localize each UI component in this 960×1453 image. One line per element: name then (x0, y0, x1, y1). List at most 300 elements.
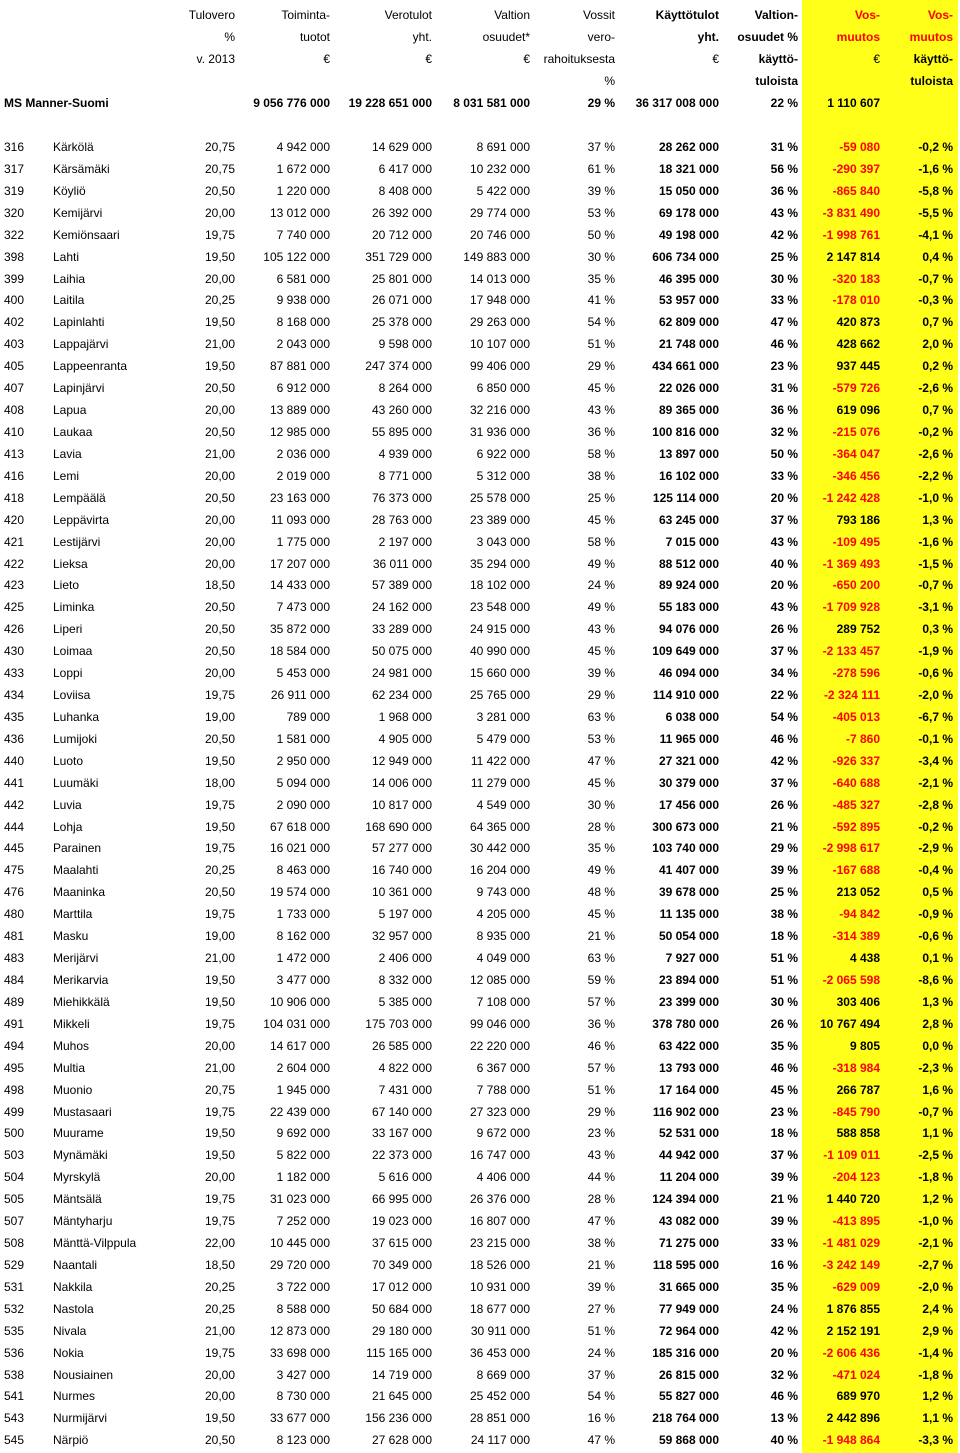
cell-verotulot: 57 389 000 (371, 578, 432, 593)
cell-name: Mynämäki (53, 1148, 108, 1163)
header-line-1 (0, 4, 960, 26)
cell-valtionpct: 32 % (770, 425, 798, 439)
cell-vossit: 45 % (587, 775, 615, 790)
cell-code: 433 (4, 666, 25, 681)
cell-valtionpct: 51 % (770, 951, 798, 965)
cell-vospct: -2,6 % (918, 381, 953, 396)
cell-verotulot: 17 012 000 (371, 1279, 432, 1294)
col-header-text: tuloista (910, 74, 953, 88)
cell-vosmuutos: -346 456 (832, 468, 880, 483)
cell-vospct: -3,4 % (918, 753, 953, 768)
cell-vosmuutos: -1 242 428 (822, 490, 880, 505)
cell-code: 416 (4, 468, 25, 483)
cell-tulovero: 20,50 (204, 490, 235, 505)
cell-vosmuutos: 213 052 (836, 885, 880, 900)
cell-name: Lestijärvi (53, 534, 101, 549)
cell-vospct: 0,2 % (922, 359, 953, 374)
cell-kaytto: 116 902 000 (652, 1104, 719, 1119)
cell-kaytto: 89 924 000 (658, 578, 719, 593)
header-line-2 (0, 26, 960, 48)
cell-vospct: -0,9 % (918, 907, 953, 922)
cell-toiminta: 13 012 000 (269, 205, 330, 220)
cell-valtionpct: 21 % (770, 819, 798, 834)
cell-vospct: -1,5 % (918, 556, 953, 571)
cell-vosmuutos: -2 998 617 (822, 841, 880, 856)
cell-valtionpct: 46 % (770, 1389, 798, 1404)
cell-vosmuutos: -2 065 598 (822, 973, 880, 987)
cell-vosmuutos: -215 076 (832, 425, 880, 439)
cell-vosmuutos: -278 596 (832, 666, 880, 681)
cell-toiminta: 31 023 000 (269, 1192, 330, 1207)
cell-kaytto: 72 964 000 (658, 1323, 719, 1338)
cell-code: 535 (4, 1323, 25, 1338)
cell-vospct: -1,6 % (918, 161, 953, 176)
cell-kaytto: 23 894 000 (658, 973, 719, 987)
cell-valtionpct: 16 % (770, 1257, 798, 1272)
cell-vossit: 23 % (587, 1126, 615, 1141)
cell-valtion: 9 743 000 (476, 885, 530, 900)
cell-vossit: 49 % (587, 600, 615, 615)
table-row (0, 1298, 960, 1320)
cell-toiminta: 87 881 000 (269, 359, 330, 374)
cell-name: Nurmes (53, 1389, 96, 1404)
cell-vospct: -6,7 % (918, 709, 953, 724)
summary-valtion: 8 031 581 000 (453, 96, 530, 110)
cell-valtionpct: 46 % (770, 1060, 798, 1075)
cell-vospct: 2,9 % (922, 1323, 953, 1338)
cell-kaytto: 39 678 000 (658, 885, 719, 900)
cell-name: Mäntsälä (53, 1192, 102, 1207)
cell-valtion: 4 549 000 (476, 797, 530, 812)
cell-toiminta: 3 427 000 (276, 1367, 330, 1382)
cell-toiminta: 26 911 000 (270, 688, 330, 702)
cell-verotulot: 115 165 000 (366, 1345, 432, 1360)
col-header-valtion: Valtion (494, 8, 530, 22)
cell-valtionpct: 38 % (770, 907, 798, 922)
cell-vospct: 0,4 % (922, 249, 953, 264)
cell-toiminta: 67 618 000 (269, 819, 330, 834)
cell-vossit: 63 % (587, 709, 615, 724)
table-row (0, 202, 960, 224)
cell-code: 538 (4, 1367, 25, 1382)
cell-vosmuutos: -178 010 (832, 293, 880, 308)
cell-toiminta: 8 168 000 (276, 315, 330, 330)
cell-name: Mikkeli (53, 1016, 90, 1031)
cell-kaytto: 13 897 000 (658, 446, 719, 461)
cell-kaytto: 15 050 000 (658, 183, 719, 198)
cell-vossit: 46 % (587, 1038, 615, 1053)
cell-toiminta: 5 822 000 (276, 1148, 330, 1163)
cell-vospct: 2,0 % (922, 337, 953, 352)
col-header-text: rahoituksesta (543, 52, 615, 66)
cell-valtion: 11 279 000 (470, 775, 530, 790)
cell-valtionpct: 51 % (770, 973, 798, 987)
cell-vossit: 43 % (587, 403, 615, 417)
cell-kaytto: 13 793 000 (658, 1060, 719, 1075)
cell-valtionpct: 29 % (770, 841, 798, 856)
cell-valtionpct: 30 % (770, 271, 798, 286)
cell-vospct: 0,7 % (922, 403, 953, 417)
cell-code: 398 (4, 249, 25, 264)
cell-valtionpct: 26 % (770, 622, 798, 637)
cell-vosmuutos: 793 186 (836, 512, 880, 527)
cell-verotulot: 19 023 000 (371, 1214, 432, 1229)
cell-kaytto: 11 965 000 (659, 731, 719, 746)
cell-valtionpct: 50 % (770, 446, 798, 461)
cell-code: 322 (4, 227, 25, 242)
cell-name: Lieksa (53, 556, 88, 571)
cell-valtion: 11 422 000 (470, 753, 530, 768)
cell-vossit: 47 % (587, 1214, 615, 1229)
cell-tulovero: 19,75 (204, 1016, 235, 1031)
euro-icon: € (873, 52, 880, 66)
cell-valtion: 35 294 000 (469, 556, 530, 571)
cell-vospct: -5,8 % (918, 183, 953, 198)
cell-valtionpct: 33 % (770, 293, 798, 308)
cell-vospct: -2,6 % (918, 446, 953, 461)
cell-kaytto: 118 595 000 (652, 1257, 719, 1272)
cell-name: Mänttä-Vilppula (53, 1236, 137, 1250)
cell-code: 532 (4, 1301, 25, 1316)
cell-name: Leppävirta (53, 512, 110, 527)
cell-toiminta: 18 584 000 (269, 644, 330, 659)
table-row (0, 1364, 960, 1386)
cell-valtion: 30 442 000 (469, 841, 530, 856)
cell-vospct: -0,2 % (918, 140, 953, 154)
cell-code: 426 (4, 622, 25, 637)
cell-valtion: 6 850 000 (476, 381, 530, 396)
cell-valtion: 22 220 000 (469, 1038, 530, 1053)
cell-kaytto: 606 734 000 (652, 249, 719, 264)
cell-vossit: 45 % (587, 907, 615, 922)
cell-kaytto: 53 957 000 (658, 293, 719, 308)
cell-vosmuutos: -7 860 (845, 731, 880, 746)
cell-vossit: 45 % (587, 644, 615, 659)
cell-valtionpct: 42 % (770, 753, 798, 768)
cell-verotulot: 6 417 000 (378, 161, 432, 176)
cell-valtion: 29 774 000 (469, 205, 530, 220)
cell-verotulot: 7 431 000 (378, 1082, 432, 1097)
cell-vospct: 0,5 % (922, 885, 953, 900)
cell-tulovero: 18,00 (204, 775, 235, 790)
cell-verotulot: 37 615 000 (371, 1236, 432, 1250)
cell-valtion: 4 049 000 (476, 951, 530, 965)
cell-toiminta: 33 677 000 (269, 1411, 330, 1426)
table-row (0, 728, 960, 750)
cell-vosmuutos: -1 709 928 (822, 600, 880, 615)
cell-valtionpct: 40 % (770, 1433, 798, 1448)
summary-valtion-pct: 22 % (770, 96, 798, 110)
cell-kaytto: 125 114 000 (652, 490, 719, 505)
cell-valtionpct: 45 % (770, 1082, 798, 1097)
summary-vossit: 29 % (587, 96, 615, 110)
cell-toiminta: 5 094 000 (276, 775, 330, 790)
table-row (0, 355, 960, 377)
cell-valtion: 23 389 000 (469, 512, 530, 527)
cell-code: 440 (4, 753, 25, 768)
cell-vospct: 0,3 % (922, 622, 953, 637)
cell-vossit: 24 % (587, 1345, 615, 1360)
table-row (0, 903, 960, 925)
cell-tulovero: 20,00 (204, 403, 235, 417)
table-row (0, 837, 960, 859)
cell-verotulot: 16 740 000 (371, 863, 432, 878)
cell-vossit: 45 % (587, 381, 615, 396)
cell-tulovero: 18,50 (204, 578, 235, 593)
cell-vossit: 53 % (587, 731, 615, 746)
cell-toiminta: 8 123 000 (276, 1433, 330, 1448)
cell-tulovero: 20,25 (204, 1279, 235, 1294)
cell-tulovero: 19,75 (204, 688, 235, 702)
summary-kaytto: 36 317 008 000 (635, 96, 719, 110)
cell-vossit: 63 % (587, 951, 615, 965)
cell-code: 445 (4, 841, 25, 856)
cell-valtion: 31 936 000 (469, 425, 530, 439)
cell-verotulot: 156 236 000 (365, 1411, 432, 1426)
cell-name: Maaninka (53, 885, 106, 900)
cell-kaytto: 63 245 000 (658, 512, 719, 527)
table-row (0, 574, 960, 596)
cell-vossit: 59 % (587, 973, 615, 987)
cell-valtion: 5 479 000 (476, 731, 530, 746)
cell-kaytto: 30 379 000 (658, 775, 719, 790)
col-header-valtion-pct: Valtion- (754, 8, 798, 22)
table-row (0, 1079, 960, 1101)
cell-code: 430 (4, 644, 25, 659)
cell-name: Liperi (53, 622, 83, 637)
cell-verotulot: 2 197 000 (378, 534, 432, 549)
table-row (0, 158, 960, 180)
cell-code: 423 (4, 578, 25, 593)
cell-toiminta: 10 906 000 (269, 994, 330, 1009)
cell-code: 484 (4, 973, 25, 987)
cell-toiminta: 11 093 000 (270, 512, 330, 527)
cell-kaytto: 185 316 000 (652, 1345, 719, 1360)
col-header-text: yht. (697, 30, 719, 44)
cell-valtionpct: 35 % (770, 1279, 798, 1294)
cell-name: Lemi (53, 468, 80, 483)
table-row (0, 1035, 960, 1057)
table-row (0, 1407, 960, 1429)
cell-vosmuutos: -1 998 761 (822, 227, 880, 242)
cell-valtion: 16 204 000 (469, 863, 530, 878)
cell-valtion: 36 453 000 (469, 1345, 530, 1360)
table-row (0, 1188, 960, 1210)
cell-toiminta: 13 889 000 (269, 403, 330, 417)
col-header-vossit: Vossit (582, 8, 615, 22)
table-row (0, 399, 960, 421)
cell-toiminta: 8 730 000 (276, 1389, 330, 1404)
cell-tulovero: 21,00 (204, 446, 235, 461)
cell-vospct: 1,6 % (922, 1082, 953, 1097)
cell-code: 408 (4, 403, 25, 417)
cell-verotulot: 1 968 000 (378, 709, 432, 724)
cell-valtionpct: 36 % (770, 183, 798, 198)
cell-toiminta: 8 162 000 (276, 929, 330, 944)
cell-code: 402 (4, 315, 25, 330)
cell-code: 491 (4, 1016, 25, 1031)
cell-valtionpct: 40 % (770, 556, 798, 571)
table-row (0, 684, 960, 706)
col-header-text: yht. (412, 30, 432, 44)
cell-name: Liminka (53, 600, 95, 615)
cell-tulovero: 19,50 (204, 359, 235, 374)
col-header-toiminta: Toiminta- (281, 8, 330, 22)
cell-vosmuutos: 588 858 (836, 1126, 880, 1141)
cell-name: Kärkölä (53, 140, 94, 154)
cell-verotulot: 57 277 000 (371, 841, 432, 856)
cell-code: 399 (4, 271, 25, 286)
cell-code: 541 (4, 1389, 25, 1404)
cell-vosmuutos: -3 831 490 (822, 205, 880, 220)
cell-vospct: -2,7 % (918, 1257, 953, 1272)
cell-vosmuutos: -2 606 436 (822, 1345, 880, 1360)
cell-verotulot: 5 616 000 (378, 1170, 432, 1185)
cell-valtion: 99 406 000 (469, 359, 530, 374)
cell-valtionpct: 24 % (770, 1301, 798, 1316)
cell-vospct: -2,2 % (918, 468, 953, 483)
cell-valtionpct: 54 % (770, 709, 798, 724)
table-row (0, 991, 960, 1013)
cell-toiminta: 1 775 000 (276, 534, 330, 549)
cell-verotulot: 8 264 000 (378, 381, 432, 396)
cell-toiminta: 22 439 000 (269, 1104, 330, 1119)
cell-vossit: 27 % (587, 1301, 615, 1316)
col-header-vos-muutos: Vos- (854, 8, 880, 22)
cell-code: 418 (4, 490, 25, 505)
table-row (0, 1057, 960, 1079)
table-row (0, 1101, 960, 1123)
cell-name: Nokia (53, 1345, 84, 1360)
cell-vosmuutos: -579 726 (832, 381, 880, 396)
cell-valtionpct: 36 % (770, 403, 798, 417)
cell-valtion: 20 746 000 (469, 227, 530, 242)
cell-valtion: 18 526 000 (469, 1257, 530, 1272)
cell-toiminta: 789 000 (286, 709, 330, 724)
cell-valtionpct: 56 % (770, 161, 798, 176)
cell-vospct: -0,4 % (918, 863, 953, 878)
cell-valtion: 15 660 000 (469, 666, 530, 681)
cell-kaytto: 218 764 000 (652, 1411, 719, 1426)
cell-code: 317 (4, 161, 25, 176)
cell-verotulot: 50 684 000 (371, 1301, 432, 1316)
cell-kaytto: 41 407 000 (658, 863, 719, 878)
cell-vosmuutos: 2 147 814 (826, 249, 880, 264)
cell-valtion: 25 578 000 (469, 490, 530, 505)
cell-tulovero: 19,75 (204, 1192, 235, 1207)
cell-valtion: 7 788 000 (476, 1082, 530, 1097)
cell-kaytto: 55 183 000 (658, 600, 719, 615)
cell-verotulot: 2 406 000 (378, 951, 432, 965)
cell-name: Mustasaari (53, 1104, 112, 1119)
cell-valtion: 28 851 000 (469, 1411, 530, 1426)
cell-valtion: 8 669 000 (476, 1367, 530, 1382)
cell-vospct: -1,0 % (918, 1214, 953, 1229)
cell-tulovero: 20,00 (204, 534, 235, 549)
col-header-text: osuudet* (482, 30, 530, 44)
cell-verotulot: 8 332 000 (378, 973, 432, 987)
cell-vosmuutos: 10 767 494 (819, 1016, 880, 1031)
cell-valtionpct: 18 % (770, 929, 798, 944)
cell-vossit: 58 % (587, 534, 615, 549)
cell-code: 420 (4, 512, 25, 527)
cell-valtion: 3 043 000 (476, 534, 530, 549)
cell-vosmuutos: -94 842 (839, 907, 880, 922)
table-row (0, 224, 960, 246)
cell-valtionpct: 43 % (770, 205, 798, 220)
cell-name: Laitila (53, 293, 85, 308)
cell-toiminta: 6 912 000 (276, 381, 330, 396)
cell-vossit: 61 % (587, 161, 615, 176)
cell-vospct: -1,9 % (918, 644, 953, 659)
cell-kaytto: 31 665 000 (658, 1279, 719, 1294)
cell-verotulot: 12 949 000 (371, 753, 432, 768)
cell-kaytto: 89 365 000 (658, 403, 719, 417)
cell-vossit: 21 % (587, 1257, 615, 1272)
cell-vospct: -2,0 % (918, 1279, 953, 1294)
cell-tulovero: 19,50 (204, 753, 235, 768)
cell-name: Muonio (53, 1082, 93, 1097)
cell-tulovero: 18,50 (204, 1257, 235, 1272)
cell-name: Lapinlahti (53, 315, 105, 330)
cell-verotulot: 28 763 000 (371, 512, 432, 527)
cell-tulovero: 20,00 (204, 556, 235, 571)
cell-valtionpct: 39 % (770, 863, 798, 878)
cell-toiminta: 2 950 000 (276, 753, 330, 768)
table-row (0, 1122, 960, 1144)
cell-verotulot: 14 006 000 (371, 775, 432, 790)
summary-vos-muutos: 1 110 607 (827, 96, 880, 110)
cell-toiminta: 105 122 000 (263, 249, 330, 264)
euro-icon: € (425, 52, 432, 66)
cell-code: 405 (4, 359, 25, 374)
cell-name: Muurame (53, 1126, 104, 1141)
cell-valtion: 4 205 000 (476, 907, 530, 922)
table-row (0, 136, 960, 158)
cell-tulovero: 20,25 (204, 293, 235, 308)
cell-code: 504 (4, 1170, 25, 1185)
cell-valtionpct: 20 % (770, 1345, 798, 1360)
cell-code: 425 (4, 600, 25, 615)
cell-toiminta: 12 873 000 (269, 1323, 330, 1338)
cell-tulovero: 19,75 (204, 841, 235, 856)
cell-valtion: 8 691 000 (476, 140, 530, 154)
cell-tulovero: 19,50 (204, 315, 235, 330)
table-row (0, 662, 960, 684)
cell-vossit: 53 % (587, 205, 615, 220)
cell-vospct: -0,7 % (918, 271, 953, 286)
cell-tulovero: 21,00 (204, 1323, 235, 1338)
cell-kaytto: 16 102 000 (658, 468, 719, 483)
cell-verotulot: 4 905 000 (378, 731, 432, 746)
cell-tulovero: 20,75 (204, 161, 235, 176)
cell-tulovero: 20,00 (204, 1367, 235, 1382)
cell-name: Naantali (53, 1257, 98, 1272)
cell-kaytto: 11 135 000 (659, 907, 719, 922)
cell-valtionpct: 32 % (770, 1367, 798, 1382)
cell-vosmuutos: -1 369 493 (822, 556, 880, 571)
col-header-text: v. 2013 (196, 52, 235, 66)
cell-vossit: 36 % (587, 425, 615, 439)
cell-vosmuutos: -865 840 (832, 183, 880, 198)
cell-tulovero: 20,50 (204, 1433, 235, 1448)
cell-vosmuutos: -1 109 011 (823, 1148, 880, 1163)
cell-vosmuutos: -364 047 (832, 446, 880, 461)
cell-verotulot: 8 771 000 (378, 468, 432, 483)
cell-toiminta: 7 473 000 (276, 600, 330, 615)
cell-vosmuutos: -471 024 (832, 1367, 880, 1382)
cell-code: 320 (4, 205, 25, 220)
